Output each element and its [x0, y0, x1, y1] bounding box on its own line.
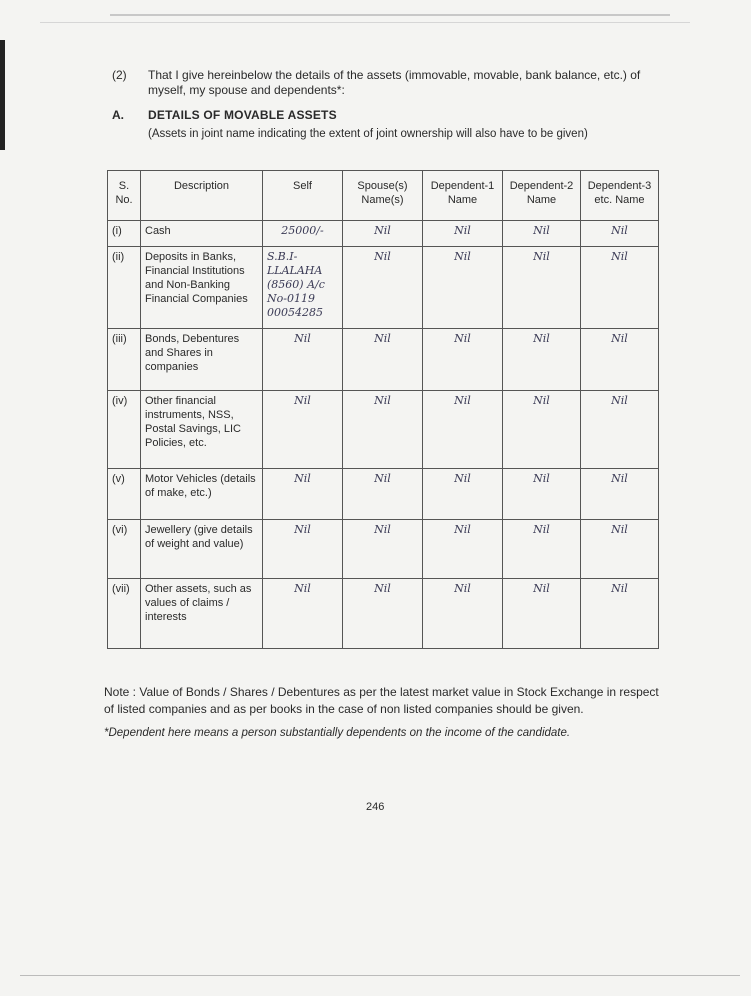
- dependent3-value: Nil: [581, 391, 659, 469]
- dependent1-value: Nil: [423, 520, 503, 579]
- self-value: Nil: [263, 391, 343, 469]
- paragraph-text: That I give hereinbelow the details of the assets (immovable, movable, bank balance, etc.) of myself, my spouse and dependents*:: [148, 68, 641, 97]
- row-description: Motor Vehicles (details of make, etc.): [141, 469, 263, 520]
- scan-edge-line: [110, 14, 670, 16]
- self-value: Nil: [263, 579, 343, 649]
- dependent1-value: Nil: [423, 221, 503, 247]
- dependent2-value: Nil: [503, 247, 581, 329]
- row-number: (v): [108, 469, 141, 520]
- spouse-value: Nil: [343, 579, 423, 649]
- table-row: [108, 469, 659, 520]
- section-letter: A.: [112, 108, 124, 122]
- row-description: Bonds, Debentures and Shares in companies: [141, 329, 263, 391]
- header-cell: Dependent-2 Name: [503, 171, 581, 221]
- table-row: [108, 221, 659, 247]
- table-header-row: [108, 171, 659, 221]
- dependent3-value: Nil: [581, 329, 659, 391]
- row-number: (iv): [108, 391, 141, 469]
- self-value: Nil: [263, 329, 343, 391]
- row-description: Other financial instruments, NSS, Postal Savings, LIC Policies, etc.: [141, 391, 263, 469]
- header-cell: S. No.: [108, 171, 141, 221]
- table-row: [108, 520, 659, 579]
- dependent3-value: Nil: [581, 579, 659, 649]
- header-cell: Spouse(s) Name(s): [343, 171, 423, 221]
- header-cell: Description: [141, 171, 263, 221]
- section-subtitle: (Assets in joint name indicating the extent of joint ownership will also have to be given): [148, 128, 588, 140]
- dependent1-value: Nil: [423, 247, 503, 329]
- row-description: Cash: [141, 221, 263, 247]
- dependent1-value: Nil: [423, 329, 503, 391]
- dependent1-value: Nil: [423, 469, 503, 520]
- dependent1-value: Nil: [423, 579, 503, 649]
- footnote-text: *Dependent here means a person substantially dependents on the income of the candidate.: [104, 727, 571, 739]
- dependent3-value: Nil: [581, 520, 659, 579]
- row-description: Deposits in Banks, Financial Institutions and Non-Banking Financial Companies: [141, 247, 263, 329]
- scan-edge-line: [20, 975, 740, 976]
- row-description: Jewellery (give details of weight and value): [141, 520, 263, 579]
- movable-assets-table: [107, 170, 659, 649]
- header-cell: Dependent-1 Name: [423, 171, 503, 221]
- spouse-value: Nil: [343, 391, 423, 469]
- paragraph-number: (2): [112, 68, 127, 82]
- self-value: 25000/-: [263, 221, 343, 247]
- self-value: Nil: [263, 469, 343, 520]
- dependent3-value: Nil: [581, 221, 659, 247]
- self-value: Nil: [263, 520, 343, 579]
- row-number: (vi): [108, 520, 141, 579]
- dependent3-value: Nil: [581, 469, 659, 520]
- dependent1-value: Nil: [423, 391, 503, 469]
- row-number: (iii): [108, 329, 141, 391]
- row-number: (vii): [108, 579, 141, 649]
- table-row: [108, 579, 659, 649]
- self-value: S.B.I- LLALAHA (8560) A/c No-0119 00054285: [263, 247, 343, 329]
- dependent2-value: Nil: [503, 469, 581, 520]
- spouse-value: Nil: [343, 520, 423, 579]
- table-row: [108, 247, 659, 329]
- page-number: 246: [366, 801, 385, 813]
- header-cell: Dependent-3 etc. Name: [581, 171, 659, 221]
- section-title: DETAILS OF MOVABLE ASSETS: [148, 108, 337, 122]
- table-row: [108, 391, 659, 469]
- scan-edge-line: [40, 22, 690, 23]
- dependent2-value: Nil: [503, 329, 581, 391]
- spouse-value: Nil: [343, 329, 423, 391]
- row-description: Other assets, such as values of claims / interests: [141, 579, 263, 649]
- spouse-value: Nil: [343, 247, 423, 329]
- dependent2-value: Nil: [503, 579, 581, 649]
- row-number: (i): [108, 221, 141, 247]
- dependent2-value: Nil: [503, 221, 581, 247]
- note-text: Note : Value of Bonds / Shares / Debentures as per the latest market value in Stock Exchange in respect of listed companies and as per books in the case of non listed companies should be given.: [104, 685, 659, 716]
- table-row: [108, 329, 659, 391]
- row-number: (ii): [108, 247, 141, 329]
- dependent2-value: Nil: [503, 520, 581, 579]
- spouse-value: Nil: [343, 221, 423, 247]
- spouse-value: Nil: [343, 469, 423, 520]
- header-cell: Self: [263, 171, 343, 221]
- dependent3-value: Nil: [581, 247, 659, 329]
- dependent2-value: Nil: [503, 391, 581, 469]
- scan-binding-shadow: [0, 40, 5, 150]
